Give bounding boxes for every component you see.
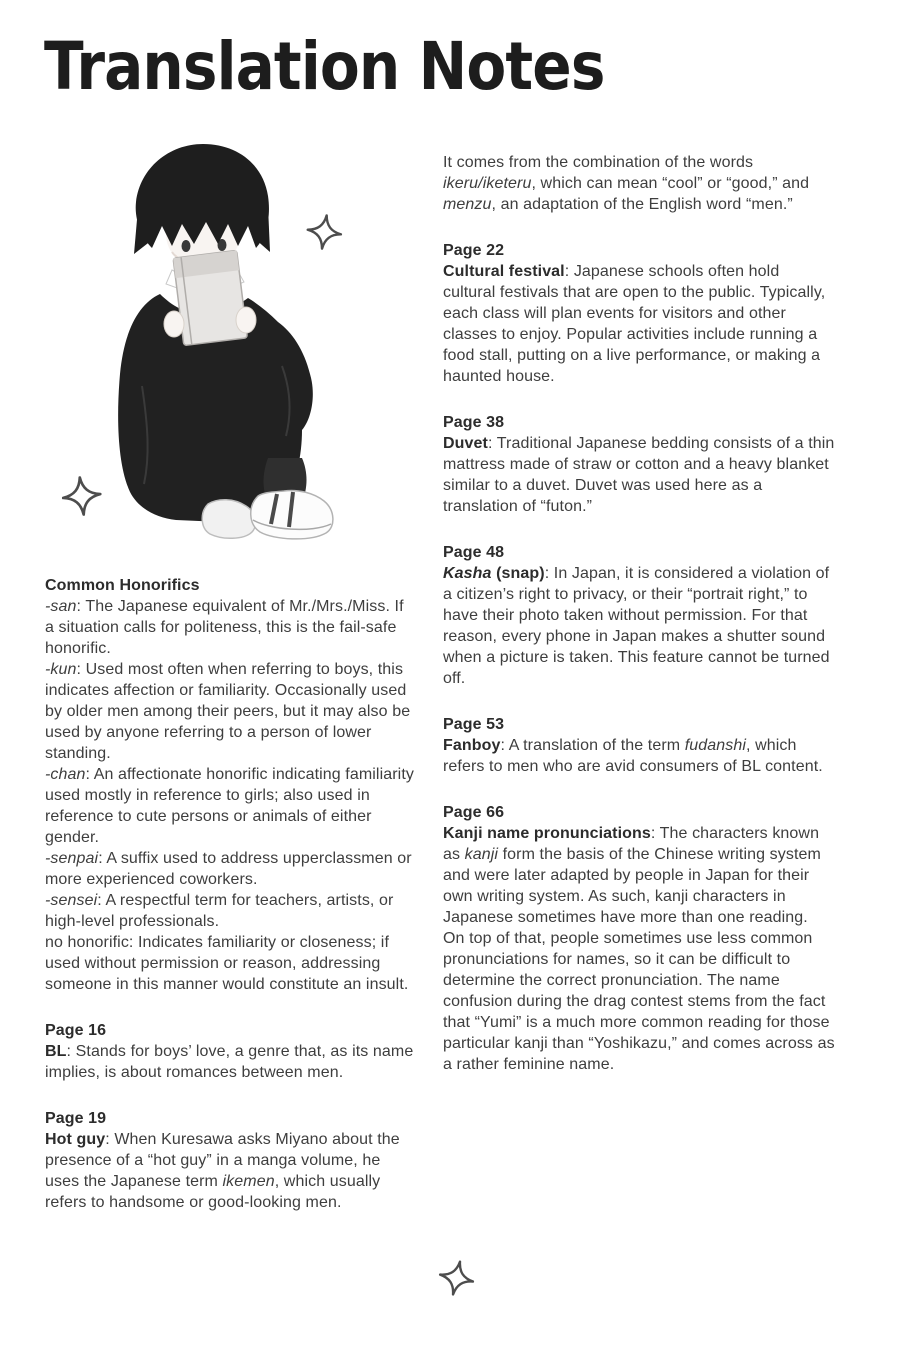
left-column — [45, 575, 417, 1213]
note-section — [443, 714, 835, 777]
note-section — [45, 1108, 417, 1213]
note-paragraph: BL: Stands for boys’ love, a genre that, as its name implies, is about romances between men. — [45, 1043, 414, 1081]
note-paragraph: Kanji name pronunciations: The characters known as kanji form the basis of the Chinese writing system and were later adapted by people in Japan for their own writing system. As such, kanji characters in Japanese sometimes have more than one reading. — [443, 825, 821, 926]
section-heading: Common Honorifics — [45, 577, 200, 594]
page-title: Translation Notes — [44, 28, 605, 105]
section-heading: Page 48 — [443, 544, 505, 561]
note-paragraph: -senpai: A suffix used to address upperclassmen or more experienced coworkers. — [45, 850, 412, 888]
note-paragraph: -kun: Used most often when referring to boys, this indicates affection or familiarity. Occasionally used by older men among their peers, but it may also be used by anyone referring to a person of lower standing. — [45, 661, 411, 762]
sparkle-icon — [434, 1257, 478, 1305]
note-paragraph: Cultural festival: Japanese schools often hold cultural festivals that are open to the public. Typically, each class will plan events for visitors and other classes to enjoy. Popular activities include running a food stall, putting on a live performance, or making a haunted house. — [443, 263, 826, 385]
note-section — [443, 802, 835, 1075]
section-heading: Page 19 — [45, 1110, 107, 1127]
section-heading: Page 38 — [443, 414, 505, 431]
right-column — [443, 152, 835, 1075]
note-paragraph: no honorific: Indicates familiarity or closeness; if used without permission or reason, addressing someone in this manner would constitute an insult. — [45, 934, 409, 993]
section-heading: Page 66 — [443, 804, 505, 821]
note-section — [45, 575, 417, 995]
note-paragraph: Duvet: Traditional Japanese bedding consists of a thin mattress made of straw or cotton and a heavy blanket similar to a duvet. Duvet was used here as a translation of “futon.” — [443, 435, 835, 515]
note-paragraph: -sensei: A respectful term for teachers, artists, or high-level professionals. — [45, 892, 394, 930]
section-heading: Page 22 — [443, 242, 505, 259]
note-paragraph: Fanboy: A translation of the term fudanshi, which refers to men who are avid consumers of BL content. — [443, 737, 823, 775]
note-paragraph: -chan: An affectionate honorific indicating familiarity used mostly in reference to girls; also used in reference to cute persons or animals of either gender. — [45, 766, 414, 846]
note-paragraph: On top of that, people sometimes use less common pronunciations for names, so it can be difficult to determine the correct pronunciation. The name confusion during the drag contest stems from the fact that “Yumi” is a much more common reading for those particular kanji than “Yoshikazu,” and comes across as a rather feminine name. — [443, 930, 835, 1073]
note-section — [443, 542, 835, 689]
note-paragraph: Kasha (snap): In Japan, it is considered a violation of a citizen’s right to privacy, or their “portrait right,” to have their photo taken without permission. For that reason, every phone in Japan makes a shutter sound when a picture is taken. This feature cannot be turned off. — [443, 565, 830, 687]
note-section — [45, 1020, 417, 1083]
note-paragraph: Hot guy: When Kuresawa asks Miyano about the presence of a “hot guy” in a manga volume, he uses the Japanese term ikemen, which usually refers to handsome or good-looking men. — [45, 1131, 400, 1211]
note-section — [443, 240, 835, 387]
note-paragraph: It comes from the combination of the words ikeru/iketeru, which can mean “cool” or “good,” and menzu, an adaptation of the English word “men.” — [443, 154, 810, 213]
section-heading: Page 53 — [443, 716, 505, 733]
sparkle-icon — [303, 212, 344, 258]
character-illustration — [72, 136, 352, 566]
section-heading: Page 16 — [45, 1022, 107, 1039]
boy-illustration-svg — [72, 136, 352, 566]
note-section — [443, 152, 835, 215]
note-section — [443, 412, 835, 517]
note-paragraph: -san: The Japanese equivalent of Mr./Mrs./Miss. If a situation calls for politeness, this is the fail-safe honorific. — [45, 598, 404, 657]
sparkle-icon — [60, 474, 104, 523]
